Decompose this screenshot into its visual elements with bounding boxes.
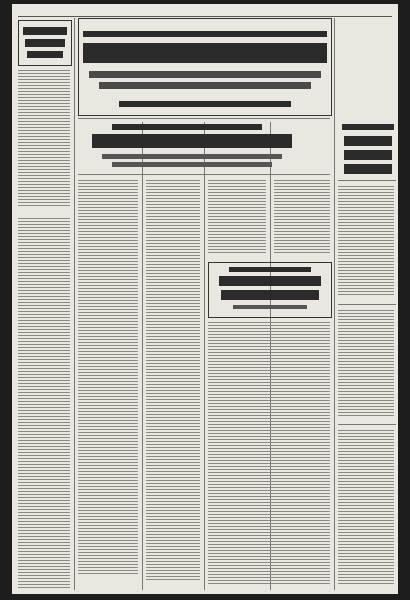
article-text [338,186,394,298]
brief-headline-block [23,27,67,35]
story-3-deck-block [233,305,307,309]
section-rule [338,304,396,305]
story-3-headline-box [208,262,332,318]
article-text [208,322,330,588]
front-headline-block [83,43,327,63]
section-rule [78,174,330,175]
front-strap-block [119,101,291,107]
article-text [338,430,394,588]
story-2-kicker-block [112,124,262,130]
brief-headline-block [25,39,65,47]
column-rule [204,122,205,590]
article-text [208,180,266,256]
article-text [274,180,330,256]
masthead [18,8,392,17]
section-rule [78,118,330,119]
story-3-headline-block [219,276,321,286]
sidebar-headline-block [344,136,392,146]
column-rule [74,18,75,590]
section-rule [338,424,396,425]
sidebar-headline-block [342,124,394,130]
newspaper-page [12,4,398,594]
front-deck-block [99,82,311,89]
story-3-kicker-block [229,267,311,272]
brief-headline-block [27,51,63,58]
article-text [18,218,70,588]
story-2-deck-block [102,154,282,159]
article-text [18,70,70,210]
article-text [78,180,138,588]
column-rule [142,122,143,590]
sidebar-headline-block [344,150,392,160]
front-kicker-block [83,31,327,37]
column-rule [334,18,335,590]
article-text [146,180,200,588]
article-text [338,310,394,418]
story-3-headline-block [221,290,319,300]
front-deck-block [89,71,321,78]
section-rule [338,180,396,181]
story-2-deck-block [112,162,272,167]
brief-box [18,20,72,66]
front-headline-box [78,18,332,116]
story-2-headline-block [92,134,292,148]
sidebar-headline-block [344,164,392,174]
